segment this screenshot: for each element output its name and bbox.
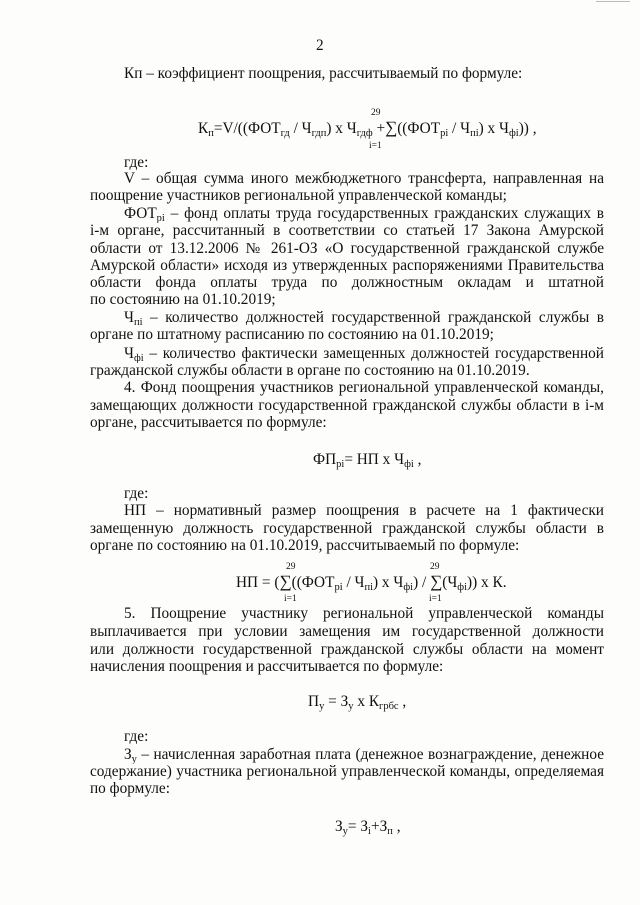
sum-symbol: ∑ [279,572,292,591]
z-definition-line: $З_у$ – начисленная заработная плата (денежное вознаграждение, денежное [124,746,604,764]
v-definition-line: поощрение участников региональной управленческой команды; [90,187,507,204]
paragraph-4-line: замещающих должности государственной гражданской службы области в i-м [90,397,604,414]
sum-upper-limit: 29 [286,562,296,572]
z-definition-line: содержание) участника региональной управленческой команды, определяемая [90,763,604,780]
sum-symbol: ∑ [430,572,443,591]
v-definition-line: V – общая сумма иного межбюджетного трансферта, направленная на [124,170,604,187]
paragraph-5-line: 5. Поощрение участнику региональной управленческой команды [124,605,604,622]
fot-definition-line: области от 13.12.2006 № 261-ОЗ «О государственной гражданской службе [90,240,604,257]
where-label: где: [124,485,149,502]
paragraph-4-line: 4. Фонд поощрения участников региональной управленческой команды, [124,379,604,396]
paragraph-5-line: выплачивается при условии замещения им государственной должности [90,623,604,640]
paragraph-4-line: органе, рассчитывается по формуле: [90,414,327,431]
scan-mark [596,1,630,2]
fot-definition-line: $ФОТ_{рi}$ – фонд оплаты труда государственных гражданских служащих в [124,205,604,223]
sum-upper-limit: 29 [430,562,440,572]
formula-kp: $К_п=V/((ФОТ_{гд} / Ч_{гдп})$ х $Ч_{гдф} +\sum((ФОТ_{рi} / Ч_{пi})$ х $Ч_{фi}$)) , [198,118,537,139]
sum-symbol: ∑ [385,118,398,137]
np-definition-line: НП – нормативный размер поощрения в расчете на 1 фактически [124,502,604,519]
chf-definition-line: гражданской службы области в органе по состоянию на 01.10.2019. [90,362,530,379]
formula-zu: $З_у= З_i+З_п$ , [335,818,401,837]
fot-definition-line: i-м органе, рассчитанный в соответствии со статьей 17 Закона Амурской [90,222,604,239]
page-number: 2 [316,37,324,54]
np-definition-line: органе по состоянию на 01.10.2019, рассчитываемый по формуле: [90,537,520,554]
formula-np: НП = ($\sum((ФОТ_{рi} / Ч_{пi})$ х $Ч_{фi}) / \sum(Ч_{фi})$) х К. [236,572,507,593]
chp-definition-line: $Ч_{пi}$ – количество должностей государственной гражданской службы в [124,309,604,327]
z-definition-line: по формуле: [90,780,170,797]
formula-pu: $П_у = З_у$ х $К_{грбс}$ , [308,693,407,712]
where-label: где: [124,728,149,745]
fot-definition-line: Амурской области» исходя из утвержденных распоряжениями Правительства [90,257,604,274]
sum-upper-limit: 29 [371,108,381,118]
chp-definition-line: органе по штатному расписанию по состоянию на 01.10.2019; [90,326,494,343]
paragraph-5-line: или должности государственной гражданской службы области на момент [90,641,604,658]
sum-lower-limit: i=1 [284,594,297,604]
fot-definition-line: по состоянию на 01.10.2019; [90,291,276,308]
paragraph-5-line: начисления поощрения и рассчитывается по формуле: [90,658,444,675]
formula-fp: $ФП_{рi}=$ НП х $Ч_{фi}$ , [313,451,422,470]
np-definition-line: замещенную должность государственной гражданской службы области в [90,520,604,537]
sum-lower-limit: i=1 [369,141,382,151]
chf-definition-line: $Ч_{фi}$ – количество фактически замещенных должностей государственной [124,345,604,363]
sum-lower-limit: i=1 [429,594,442,604]
kp-definition: Кп – коэффициент поощрения, рассчитываемый по формуле: [124,65,523,82]
fot-definition-line: области фонда оплаты труда по должностным окладам и штатной [90,274,604,291]
where-label: где: [124,154,149,171]
